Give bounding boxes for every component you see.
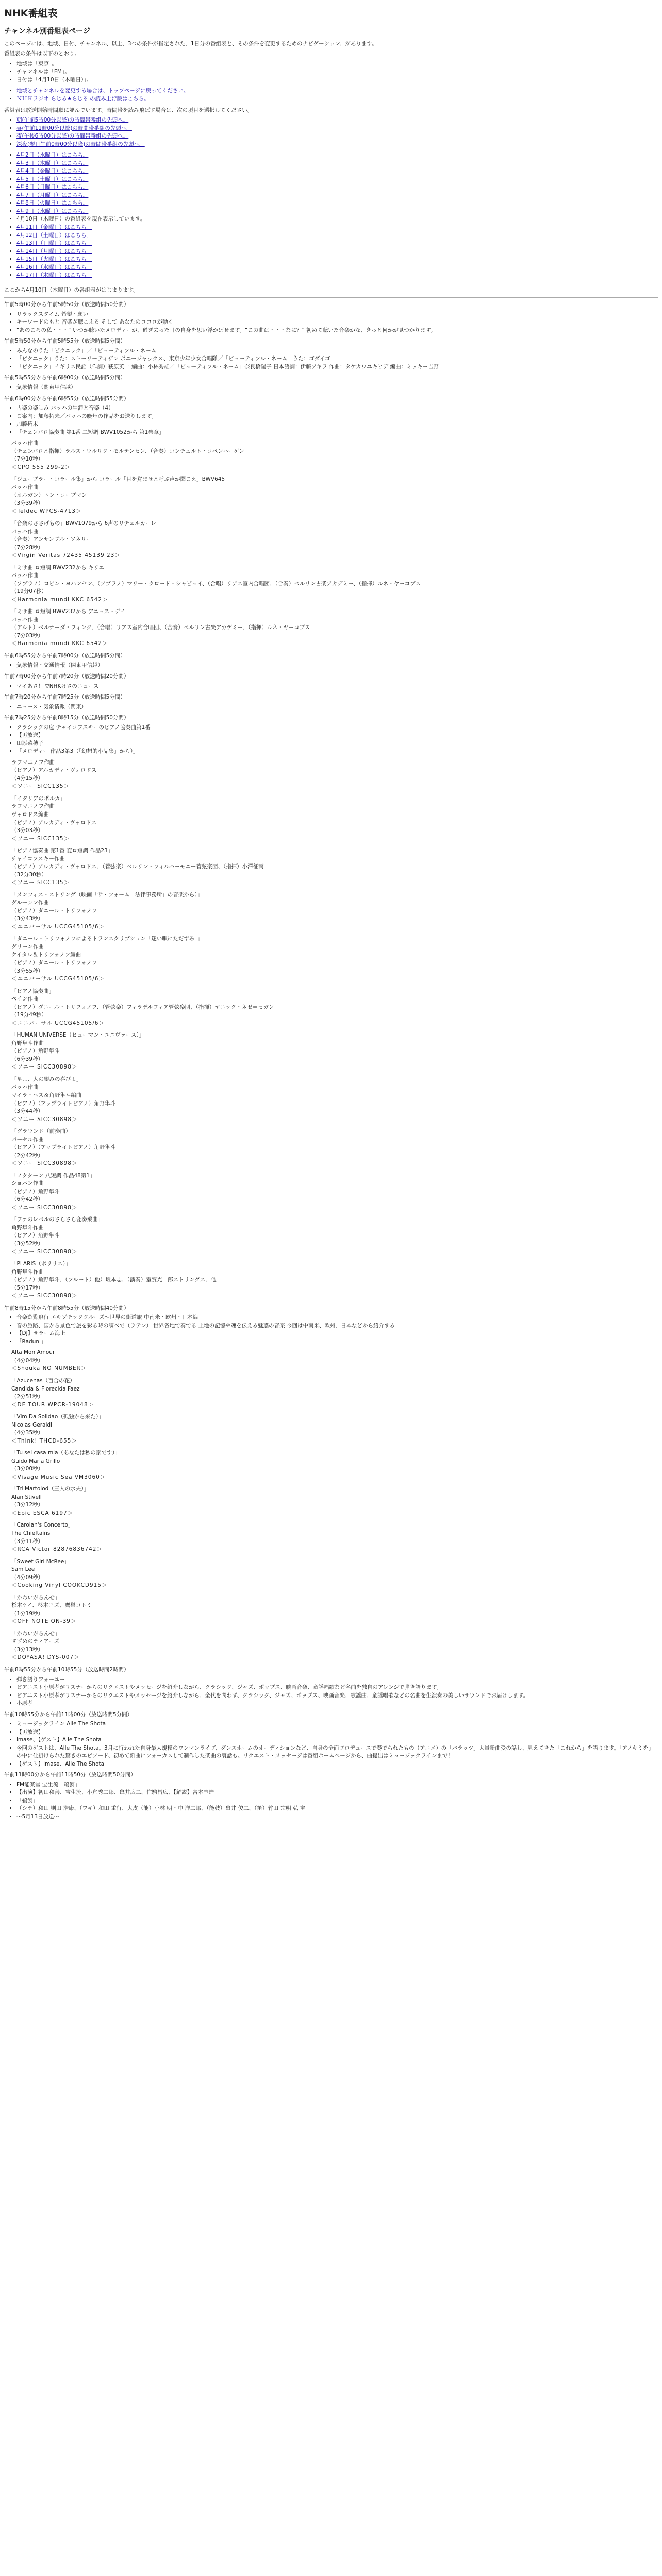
track-line: ＜Harmonia mundi KKC 6542＞: [11, 596, 108, 603]
program-info-item: • imase、【ゲスト】Alle The Shota: [16, 1736, 658, 1744]
program-info-item: • みんなのうた「ピクニック」／「ビューティフル・ネーム」: [16, 347, 658, 355]
track-entry: [11, 1521, 658, 1553]
track-line: （4分04秒）: [11, 1357, 44, 1364]
track-line: ラフマニノフ作曲: [11, 759, 55, 766]
track-line: 「Vim Da Solidao（孤独から来た）」: [11, 1414, 104, 1420]
track-line: （7分03秒）: [11, 632, 44, 639]
track-entry: [11, 1128, 658, 1168]
page-subtitle: チャンネル別番組表ページ: [4, 27, 90, 36]
track-line: Candida & Florecida Faez: [11, 1385, 80, 1392]
program-entry: [4, 395, 658, 648]
track-line: 「かわいがらんせ」: [11, 1594, 60, 1601]
track-entry: [11, 1485, 658, 1517]
track-line: （5分17秒）: [11, 1284, 44, 1291]
time-nav-item: [16, 116, 658, 125]
track-line: ＜Visage Music Sea VM3060＞: [11, 1473, 106, 1480]
date-nav-link[interactable]: 4月17日（木曜日）はこちら。: [16, 272, 92, 279]
program-info-list: [4, 1314, 658, 1346]
track-line: ＜ソニー SICC135＞: [11, 835, 70, 842]
date-nav-item: [16, 151, 658, 160]
program-list: [4, 301, 658, 1821]
program-info-list: [4, 384, 658, 392]
track-line: ＜ソニー SICC30898＞: [11, 1116, 78, 1123]
program-info-item: • 田添菜穂子: [16, 740, 658, 748]
track-line: （ピアノ）（アップライトピアノ）角野隼斗: [11, 1144, 116, 1151]
track-entry: [11, 564, 658, 604]
track-line: ＜Think! THCD-655＞: [11, 1437, 77, 1444]
program-info-item: • ご案内：加藤拓未／バッハの晩年の作品をお送りします。: [16, 413, 658, 421]
date-nav-item: [16, 232, 658, 240]
program-time: 午前11時00分から午前11時50分（放送時間50分間）: [4, 1772, 136, 1778]
program-info-list: [4, 311, 658, 335]
program-info-item: • 【出演】初田和善、宝生流、小倉秀二郎、亀井広二、住駒昌広、【解説】宮本圭造: [16, 1789, 658, 1797]
track-line: 「Azucenas（百合の花）」: [11, 1377, 78, 1384]
track-line: （2分51秒）: [11, 1394, 44, 1400]
track-line: （3分12秒）: [11, 1502, 44, 1509]
date-nav-link[interactable]: 4月5日（土曜日）はこちら。: [16, 176, 89, 182]
schedule-intro: ここから4月10日（木曜日）の番組表がはじまります。: [4, 286, 139, 293]
program-info-list: [4, 1676, 658, 1708]
track-line: （ピアノ）ダニール・トリフォノフ: [11, 907, 97, 914]
track-line: ＜Virgin Veritas 72435 45139 23＞: [11, 552, 121, 559]
track-line: 「イタリアのポルカ」: [11, 795, 65, 802]
track-line: （ピアノ）ダニール・トリフォノフ: [11, 960, 97, 967]
track-entry: [11, 1413, 658, 1445]
track-line: ＜ソニー SICC30898＞: [11, 1293, 78, 1299]
track-line: （19分07秒）: [11, 588, 47, 595]
program-info-list: [4, 703, 658, 711]
track-line: 「HUMAN UNIVERSE（ヒューマン・ユニヴァース）」: [11, 1032, 145, 1039]
program-info-item: • 「Raduni」: [16, 1338, 658, 1346]
program-time: 午前10時55分から午前11時00分（放送時間5分間）: [4, 1711, 133, 1718]
date-nav-link[interactable]: 4月8日（火曜日）はこちら。: [16, 200, 89, 207]
program-time: 午前8時15分から午前8時55分（放送時間40分間）: [4, 1304, 129, 1311]
date-nav-item: [16, 167, 658, 176]
track-line: 角野隼斗作曲: [11, 1224, 44, 1231]
track-line: （3分43秒）: [11, 916, 44, 922]
program-info-item: • 小原孝: [16, 1700, 658, 1708]
date-nav-item: [16, 183, 658, 192]
program-info-item: • 加藤拓未: [16, 420, 658, 429]
track-line: （19分49秒）: [11, 1012, 47, 1019]
track-line: （4分35秒）: [11, 1430, 44, 1436]
track-line: 「ダニール・トリフォノフによるトランスクリプション「迷い唄にただずみ」」: [11, 936, 203, 942]
track-entry: [11, 1031, 658, 1072]
track-line: ＜ソニー SICC30898＞: [11, 1064, 78, 1071]
program-info-item: • 今回のゲストは、Alle The Shota。3月に行われた自身最大規模のワンマンライブ、ダンスホームのオーディションなど、自身の全面プロデュースで奏でられたもの（アニメ）の「バラッツ」大量新曲受の話し、見えてきた「これから」を語ります。「アノキミを」の中に仕掛けられた驚きのエピソード、初めて新曲にフォーカスして制作した楽曲の裏話も。リクエスト・メッセージは番組ホームページから、曲提出はミュージックラインまで！: [16, 1744, 658, 1760]
track-line: （3分03秒）: [11, 827, 44, 834]
track-line: 「ピアノ協奏曲 第1番 変ロ短調 作品23」: [11, 848, 113, 854]
program-info-item: • 音楽遊覧飛行 エキゾチッククルーズ～世界の街道旅 中南米・欧州・日本編: [16, 1314, 658, 1322]
track-line: （アルト）ベルナーダ・フィンク、（合唱）リアス室内合唱団、（合奏）ベルリン古楽アカデミー、（指揮）ルネ・ヤーコプス: [11, 624, 310, 631]
date-nav-item: [16, 176, 658, 184]
track-line: （ピアノ）角野隼斗: [11, 1188, 60, 1195]
program-info-item: • 【DJ】サラーム海上: [16, 1330, 658, 1338]
track-line: Sam Lee: [11, 1566, 35, 1573]
track-line: すずめのティアーズ: [11, 1638, 59, 1645]
date-nav-item: [16, 224, 658, 232]
time-nav-heading: 番組表は放送開始時間順に並んでいます。時間帯を読み飛ばす場合は、次の項目を選択してください。: [4, 107, 253, 113]
program-info-item: • 【ゲスト】imase、Alle The Shota: [16, 1760, 658, 1769]
track-line: ＜Cooking Vinyl COOKCD915＞: [11, 1582, 108, 1589]
program-info-item: • ピアニスト小原孝がリスナーからのリクエストやメッセージを紹介しながら、全代を問わず、クラシック、ジャズ、ポップス、映画音楽、歌謡曲、童謡唱歌などの名曲を生演奏の美しいサウンドでお届けします。: [16, 1692, 658, 1700]
track-line: （ピアノ）（アップライトピアノ）角野隼斗: [11, 1100, 116, 1107]
program-entry: [4, 673, 658, 690]
track-line: The Chieftains: [11, 1530, 51, 1537]
program-entry: [4, 301, 658, 334]
program-info-item: • 「チェンバロ協奏曲 第1番 二短調 BWV1052から 第1楽章」: [16, 429, 658, 437]
track-line: 「PLARIS（ポリリス）」: [11, 1261, 71, 1267]
track-line: （4分15秒）: [11, 775, 44, 782]
track-entry: [11, 847, 658, 887]
program-time: 午前7時25分から午前8時15分（放送時間50分間）: [4, 715, 129, 721]
condition-date: • 日付は「4月10日（木曜日）」。: [16, 76, 658, 84]
track-line: バッハ作曲: [11, 484, 39, 490]
track-entry: [11, 795, 658, 843]
track-entry: [11, 439, 658, 471]
program-info-item: • キーワードのもと 音楽が聴こえる そして あなたのココロが動く: [16, 318, 658, 327]
date-nav-item: [16, 264, 658, 272]
track-line: （ソプラノ）ロビン・ヨハンセン、（ソプラノ）マリー・クロード・シャピュイ、（合唱）リアス室内合唱団、（合奏）ベルリン古楽アカデミー、（指揮）ルネ・ヤーコプス: [11, 580, 421, 587]
track-line: （3分11秒）: [11, 1538, 44, 1545]
date-nav-link[interactable]: 4月12日（土曜日）はこちら。: [16, 232, 92, 239]
program-info-item: • 「ピクニック」イギリス民謡（作詞）萩原英一 編曲：小林秀雄／「ビューティフル・ネーム」奈良橋陽子 日本語詞：伊藤アキラ 作曲：タケカワユキヒデ 編曲：ミッキー吉野: [16, 363, 658, 371]
track-entry: [11, 935, 658, 983]
track-line: （3分39秒）: [11, 500, 44, 506]
track-line: グルーシン作曲: [11, 900, 49, 906]
program-info-item: • 「ピクニック」うた：ストーリーティザン ボニージャックス、東京少年少女合唱隊／「ビューティフル・ネーム」うた：ゴダイゴ: [16, 355, 658, 363]
time-nav-evening-link[interactable]: 夜(午後6時00分以降)の時間帯番組の先頭へ。: [16, 133, 129, 140]
track-line: ＜ソニー SICC30898＞: [11, 1248, 78, 1255]
site-title: NHK番組表: [4, 6, 658, 22]
program-info-item: • マイあさ！ ▽NHKけさのニュース: [16, 683, 658, 691]
time-nav-list: [4, 116, 658, 148]
track-line: 「ミサ曲 ロ短調 BWV232から キリエ」: [11, 564, 110, 571]
track-line: ＜ソニー SICC135＞: [11, 879, 70, 886]
track-entry: [11, 1076, 658, 1124]
date-nav-link[interactable]: 4月15日（火曜日）はこちら。: [16, 256, 92, 263]
track-line: （1分19秒）: [11, 1610, 44, 1617]
track-line: ＜Epic ESCA 6197＞: [11, 1510, 74, 1516]
track-line: （7分28秒）: [11, 544, 44, 551]
track-line: 「Tu sei casa mia（あなたは私の家です）」: [11, 1450, 121, 1456]
track-line: 杉本ケイ、杉本ユズ、鷹巣コトミ: [11, 1602, 92, 1609]
time-nav-item: [16, 125, 658, 133]
track-line: （4分09秒）: [11, 1574, 44, 1581]
track-line: ＜ソニー SICC30898＞: [11, 1204, 78, 1211]
track-line: ＜ユニバーサル UCCG45105/6＞: [11, 1020, 105, 1026]
track-line: バッハ作曲: [11, 616, 39, 623]
date-nav-link[interactable]: 4月11日（金曜日）はこちら。: [16, 224, 92, 230]
track-line: （3分52秒）: [11, 1241, 44, 1247]
track-entry: [11, 1260, 658, 1300]
track-line: パーセル作曲: [11, 1136, 44, 1143]
program-info-item: • FM能楽堂 宝生流「鵜飼」: [16, 1781, 658, 1789]
program-entry: [4, 374, 658, 392]
track-line: ペイン作曲: [11, 996, 39, 1003]
top-page-link[interactable]: 地域とチャンネルを変更する場合は、トップページに戻ってください。: [16, 88, 189, 94]
program-info-list: [4, 347, 658, 371]
divider: [4, 297, 658, 298]
track-line: ケイタル＆トリフォノフ編曲: [11, 952, 81, 958]
track-line: （ピアノ）ダニール・トリフォノフ、（管弦楽）フィラデルフィア管弦楽団、（指揮）ヤニック・ネゼ＝セガン: [11, 1004, 274, 1010]
program-entry: [4, 337, 658, 371]
track-line: （ピアノ）角野隼斗: [11, 1048, 60, 1055]
track-line: ＜Harmonia mundi KKC 6542＞: [11, 640, 108, 647]
track-line: ＜OFF NOTE ON-39＞: [11, 1618, 77, 1625]
track-line: （3分44秒）: [11, 1108, 44, 1115]
track-line: バッハ作曲: [11, 572, 39, 579]
program-info-item: • ～5月13日放送～: [16, 1813, 658, 1821]
program-info-item: • 気象情報・交通情報（関東甲信越）: [16, 662, 658, 670]
condition-channel: • チャンネルは「FM」。: [16, 68, 658, 76]
track-entry: [11, 1172, 658, 1212]
conditions-list: [4, 60, 658, 84]
track-entry: [11, 608, 658, 648]
date-nav-current: 4月10日（木曜日）の番組表を現在表示しています。: [16, 216, 146, 223]
program-info-item: • リラックスタイム 希望・願い: [16, 311, 658, 319]
program-time: 午前5時55分から午前6時00分（放送時間5分間）: [4, 375, 126, 381]
program-info-item: • ミュージックライン Alle The Shota: [16, 1720, 658, 1728]
condition-region: • 地域は「東京」。: [16, 60, 658, 69]
date-nav-link[interactable]: 4月13日（日曜日）はこちら。: [16, 240, 92, 247]
track-entry: [11, 759, 658, 791]
track-line: （ピアノ）角野隼斗、（フルート）他）坂本志、（演奏）室賀光一郎ストリングス、他: [11, 1277, 217, 1283]
track-line: （ピアノ）アルカディ・ヴォロドス: [11, 767, 97, 774]
track-line: （3分55秒）: [11, 968, 44, 974]
track-line: ＜CPO 555 299-2＞: [11, 464, 71, 470]
program-info-list: [4, 1781, 658, 1821]
program-time: 午前7時20分から午前7時25分（放送時間5分間）: [4, 694, 126, 701]
program-info-item: • ピアニスト小原孝がリスナーからのリクエストやメッセージを紹介しながら、クラシック、ジャズ、ポップス、映画音楽、童謡唱歌など名曲を独自のアレンジで弾き語ります。: [16, 1684, 658, 1692]
track-line: ＜Shouka NO NUMBER＞: [11, 1365, 87, 1372]
track-line: 「ジューブラー・コラール集」から コラール「目を覚ませと呼ぶ声が聞こえ」BWV645: [11, 476, 225, 483]
track-line: バッハ作曲: [11, 528, 39, 535]
track-entry: [11, 988, 658, 1028]
date-nav-item: [16, 215, 658, 224]
track-line: （オルガン）トン・コープマン: [11, 492, 87, 499]
date-nav-link[interactable]: 4月3日（木曜日）はこちら。: [16, 160, 89, 166]
program-entry: [4, 1711, 658, 1769]
date-nav-item: [16, 192, 658, 200]
track-line: Guido Maria Grillo: [11, 1458, 60, 1464]
program-time: 午前7時00分から午前7時20分（放送時間20分間）: [4, 673, 129, 680]
change-links: [4, 87, 658, 103]
track-list: [11, 1349, 658, 1662]
track-line: ショパン作曲: [11, 1180, 44, 1187]
change-links-item: [16, 95, 658, 104]
track-line: （3分13秒）: [11, 1646, 44, 1653]
program-info-list: [4, 404, 658, 436]
date-nav-link[interactable]: 4月9日（水曜日）はこちら。: [16, 208, 89, 214]
track-line: チャイコフスキー作曲: [11, 855, 65, 862]
track-list: [11, 439, 658, 648]
program-time: 午前6時55分から午前7時00分（放送時間5分間）: [4, 652, 126, 659]
track-line: ＜RCA Victor 82876836742＞: [11, 1546, 103, 1553]
change-links-item: [16, 87, 658, 95]
program-entry: [4, 1771, 658, 1821]
radiru-link[interactable]: ＮＨＫラジオ らじる★らじる の読み上げ版はこちら。: [16, 96, 150, 103]
date-nav-list: [4, 151, 658, 280]
program-time: 午前6時00分から午前6時55分（放送時間55分間）: [4, 395, 129, 402]
conditions-heading: 番組表の条件は以下のとおり。: [4, 50, 80, 57]
track-line: 角野隼斗作曲: [11, 1268, 44, 1275]
track-line: 角野隼斗作曲: [11, 1040, 44, 1046]
track-line: 「メンフィス・ストリング（映画「サ・フォーム」法律事務所」の音楽から）」: [11, 891, 203, 898]
track-line: マイラ・ヘス＆角野隼斗編曲: [11, 1092, 82, 1098]
date-nav-item: [16, 240, 658, 248]
time-nav-item: [16, 141, 658, 149]
track-entry: [11, 1558, 658, 1590]
track-line: 「Sweet Girl McRee」: [11, 1558, 70, 1565]
track-line: （3分00秒）: [11, 1466, 44, 1472]
program-info-item: • （シテ）和田 則田 浩康、（ワキ）和田 重行、大皮（能）小林 明・中 洋二郎、（能鼓）亀井 俊二、（笛）竹田 宗明 弘 宝: [16, 1805, 658, 1813]
track-line: 「ピアノ協奏曲」: [11, 988, 55, 994]
track-line: （ピアノ）アルカディ・ヴォロドス、（管弦楽）ベルリン・フィルハーモニー管弦楽団、（指揮）小澤征爾: [11, 863, 264, 870]
track-line: ヴォロドス編曲: [11, 811, 49, 818]
date-nav-item: [16, 160, 658, 168]
date-nav-item: [16, 199, 658, 208]
track-line: （6分42秒）: [11, 1196, 44, 1203]
date-nav-item: [16, 248, 658, 256]
track-line: ＜ソニー SICC135＞: [11, 783, 70, 790]
page-intro: このページには、地域、日付、チャンネル、以上、3つの条件が指定された、1日分の番組表と、その条件を変更するためのナビゲーション、があります。: [4, 40, 377, 47]
track-line: 「ミサ曲 ロ短調 BWV232から アニュス・デイ」: [11, 608, 131, 615]
program-entry: [4, 1304, 658, 1662]
time-nav-night-link[interactable]: 深夜(翌日午前0時00分以降)の時間帯番組の先頭へ。: [16, 141, 145, 147]
track-line: 「かわいがらんせ」: [11, 1630, 60, 1637]
track-line: （7分10秒）: [11, 456, 44, 463]
track-line: ＜ユニバーサル UCCG45105/6＞: [11, 976, 105, 982]
program-info-item: • 弾き語りフォーユー: [16, 1676, 658, 1684]
program-info-list: [4, 683, 658, 691]
date-nav-link[interactable]: 4月7日（月曜日）はこちら。: [16, 192, 89, 198]
track-line: 「星よ、人の望みの喜びよ」: [11, 1076, 82, 1082]
time-nav-item: [16, 132, 658, 141]
program-info-item: • 「メロディー 作品3第3（「幻想的小品集」から）」: [16, 748, 658, 756]
track-entry: [11, 1216, 658, 1256]
track-line: ＜DOYASA! DYS-007＞: [11, 1654, 80, 1661]
program-info-item: • クラシックの庭 チャイコフスキーのピアノ協奏曲第1番: [16, 724, 658, 732]
track-line: （チェンバロと指揮）ラルス・ウルリク・モルテンセン、（合奏）コンチェルト・コペンハーゲン: [11, 448, 244, 454]
track-line: （32分30秒）: [11, 871, 47, 878]
track-line: （ピアノ）角野隼斗: [11, 1232, 60, 1239]
program-entry: [4, 714, 658, 1300]
program-info-list: [4, 662, 658, 670]
program-time: 午前8時55分から午前10時55分（放送時間2時間）: [4, 1666, 129, 1673]
track-list: [11, 759, 658, 1300]
track-line: グリーン作曲: [11, 943, 44, 950]
track-entry: [11, 1594, 658, 1626]
date-nav-item: [16, 208, 658, 216]
date-nav-item: [16, 272, 658, 280]
track-line: ＜DE TOUR WPCR-19048＞: [11, 1401, 94, 1408]
track-line: （6分39秒）: [11, 1056, 44, 1062]
program-entry: [4, 693, 658, 711]
track-line: ＜Teldec WPCS-4713＞: [11, 508, 82, 515]
program-info-item: • ニュース・気象情報（関東）: [16, 703, 658, 711]
program-info-list: [4, 724, 658, 756]
program-info-item: • 古楽の楽しみ バッハの生涯と音楽（4）: [16, 404, 658, 413]
track-line: ＜ソニー SICC30898＞: [11, 1160, 78, 1167]
date-nav-link[interactable]: 4月14日（月曜日）はこちら。: [16, 248, 92, 255]
program-time: 午前5時00分から午前5時50分（放送時間50分間）: [4, 301, 129, 308]
track-entry: [11, 1630, 658, 1662]
program-info-list: [4, 1720, 658, 1768]
program-info-item: • 「鵜飼」: [16, 1797, 658, 1805]
track-line: （2分42秒）: [11, 1152, 44, 1159]
track-line: Alan Stivell: [11, 1494, 42, 1500]
track-entry: [11, 1377, 658, 1409]
track-entry: [11, 1349, 658, 1373]
track-entry: [11, 1449, 658, 1481]
track-line: ＜ユニバーサル UCCG45105/6＞: [11, 923, 105, 930]
date-nav-link[interactable]: 4月16日（水曜日）はこちら。: [16, 264, 92, 270]
track-entry: [11, 891, 658, 931]
track-line: ラフマニノフ作曲: [11, 803, 55, 810]
program-info-item: • “あのころの私・・・” いつか聴いたメロディーが、過ぎ去った日の自身を思い浮かばせます。“この曲は・・・なに？” 初めて聴いた音楽かな、きっと何かが見つかります。: [16, 327, 658, 335]
date-nav-item: [16, 256, 658, 264]
track-line: Alta Mon Amour: [11, 1349, 55, 1356]
track-entry: [11, 476, 658, 516]
track-line: 「グラウンド（前奏曲）: [11, 1128, 71, 1135]
program-entry: [4, 1666, 658, 1708]
track-line: 「Tri Martolod（三人の水夫）」: [11, 1486, 90, 1493]
track-line: バッハ作曲: [11, 440, 39, 447]
track-line: 「ノクターン 八短調 作品48第1」: [11, 1172, 95, 1179]
program-time: 午前5時50分から午前5時55分（放送時間5分間）: [4, 338, 126, 345]
track-line: 「Carolan's Concerto」: [11, 1522, 74, 1529]
program-entry: [4, 652, 658, 670]
track-line: Nicolas Geraldi: [11, 1421, 52, 1428]
track-line: バッハ作曲: [11, 1084, 39, 1091]
track-line: （合奏）アンサンブル・ソネリー: [11, 536, 92, 543]
time-nav-noon-link[interactable]: 昼(午前11時00分以降)の時間帯番組の先頭へ。: [16, 125, 132, 131]
time-nav-morning-link[interactable]: 朝(午前5時00分以降)の時間帯番組の先頭へ。: [16, 117, 129, 124]
track-line: 「音楽のささげもの」BWV1079から 6声のリチェルカーレ: [11, 520, 156, 527]
track-line: （ピアノ）アルカディ・ヴォロドス: [11, 819, 97, 826]
date-nav-link[interactable]: 4月2日（水曜日）はこちら。: [16, 152, 89, 159]
program-info-item: • 気象情報（関東甲信越）: [16, 384, 658, 392]
program-info-item: • 音の旅路、国から景色で旅を彩る時の調べで（ラテン） 世界各地で奏でる 土地の記憶や魂を伝える魅惑の音楽 今回は中南米、欧州、日本などから紹介する: [16, 1322, 658, 1330]
track-entry: [11, 520, 658, 560]
track-line: 「ファのレベルのさらさら変奏乗曲」: [11, 1216, 104, 1223]
date-nav-link[interactable]: 4月6日（日曜日）はこちら。: [16, 184, 89, 191]
date-nav-link[interactable]: 4月4日（金曜日）はこちら。: [16, 168, 89, 175]
program-info-item: • 【再放送】: [16, 732, 658, 740]
program-info-item: • 【再放送】: [16, 1728, 658, 1737]
